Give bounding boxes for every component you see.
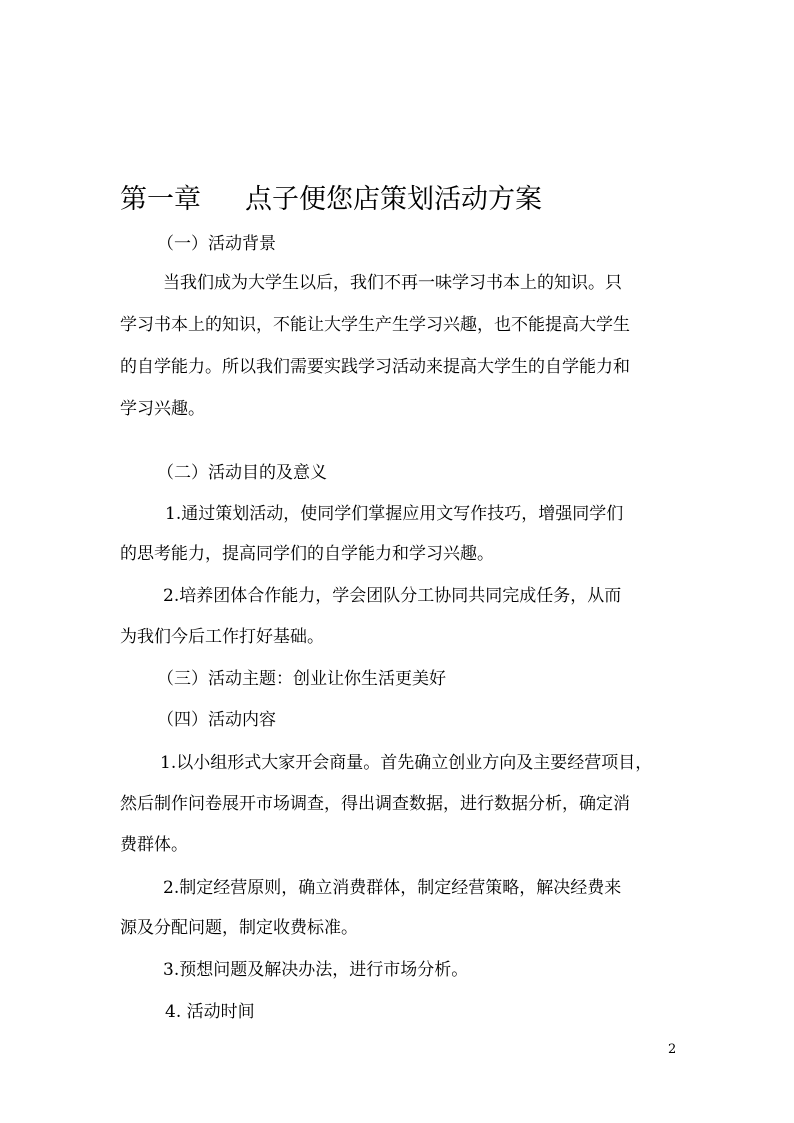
section-heading-theme: （三）活动主题：创业让你生活更美好 xyxy=(157,669,446,689)
paragraph-line: 1.通过策划活动，使同学们掌握应用文写作技巧，增强同学们 xyxy=(165,504,624,524)
section-heading-purpose: （二）活动目的及意义 xyxy=(157,463,327,483)
paragraph-line: 4. 活动时间 xyxy=(165,1002,255,1022)
paragraph-line: 1.以小组形式大家开会商量。首先确立创业方向及主要经营项目， xyxy=(160,753,653,773)
paragraph-line: 的思考能力，提高同学们的自学能力和学习兴趣。 xyxy=(120,544,494,564)
paragraph-line: 费群体。 xyxy=(120,835,188,855)
page-number: 2 xyxy=(668,1042,677,1057)
chapter-title xyxy=(120,182,542,218)
chapter-name: 点子便您店策划活动方案 xyxy=(245,184,542,215)
paragraph-line: 为我们今后工作打好基础。 xyxy=(120,627,324,647)
chapter-number: 第一章 xyxy=(120,184,201,215)
paragraph-line: 然后制作问卷展开市场调查，得出调查数据，进行数据分析，确定消 xyxy=(120,794,630,814)
paragraph-line: 当我们成为大学生以后，我们不再一味学习书本上的知识。只 xyxy=(163,273,622,293)
paragraph-line: 2.制定经营原则，确立消费群体，制定经营策略，解决经费来 xyxy=(163,878,622,898)
paragraph-line: 的自学能力。所以我们需要实践学习活动来提高大学生的自学能力和 xyxy=(120,357,630,377)
section-heading-background: （一）活动背景 xyxy=(157,234,276,254)
paragraph-line: 源及分配问题，制定收费标准。 xyxy=(120,918,358,938)
paragraph-line: 2.培养团体合作能力，学会团队分工协同共同完成任务，从而 xyxy=(163,586,622,606)
paragraph-line: 3.预想问题及解决办法，进行市场分析。 xyxy=(163,960,469,980)
paragraph-line: 学习书本上的知识，不能让大学生产生学习兴趣，也不能提高大学生 xyxy=(120,315,630,335)
section-heading-content: （四）活动内容 xyxy=(157,710,276,730)
paragraph-line: 学习兴趣。 xyxy=(120,399,205,419)
